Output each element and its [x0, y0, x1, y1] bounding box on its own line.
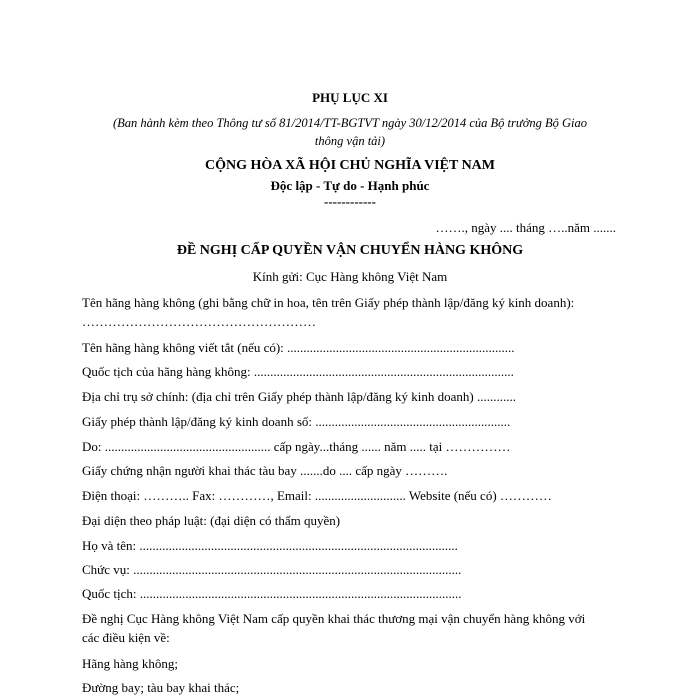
field-position: Chức vụ: .....................................................................................................: [82, 562, 462, 577]
field-airline-name: Tên hãng hàng không (ghi bằng chữ in hoa, tên trên Giấy phép thành lập/đăng ký kinh doanh):: [82, 295, 575, 310]
document-title: ĐỀ NGHỊ CẤP QUYỀN VẬN CHUYỂN HÀNG KHÔNG: [176, 243, 524, 258]
date-line: ……., ngày .... tháng …..năm .......: [435, 220, 616, 235]
country-name: CỘNG HÒA XÃ HỘI CHỦ NGHĨA VIỆT NAM: [204, 158, 495, 173]
field-head-office: Địa chỉ trụ sở chính: (địa chỉ trên Giấy phép thành lập/đăng ký kinh doanh) ............: [82, 389, 516, 404]
issued-note-line1: (Ban hành kèm theo Thông tư số 81/2014/TT-BGTVT ngày 30/12/2014 của Bộ trưởng Bộ Giao: [113, 116, 587, 130]
field-aoc: Giấy chứng nhận người khai thác tàu bay .......do .... cấp ngày ……….: [82, 463, 448, 478]
field-short-name: Tên hãng hàng không viết tắt (nếu có): ......................................................................: [82, 340, 515, 355]
field-contact: Điện thoại: ……….. Fax: …………, Email: ............................ Website (nếu có) …………: [82, 488, 552, 503]
request-item-airline: Hãng hàng không;: [82, 656, 179, 671]
national-motto: Độc lập - Tự do - Hạnh phúc: [270, 178, 430, 193]
field-legal-representative: Đại diện theo pháp luật: (đại diện có thẩm quyền): [82, 513, 341, 528]
recipient-line: Kính gửi: Cục Hàng không Việt Nam: [252, 269, 448, 284]
field-issued-by: Do: ................................................... cấp ngày...tháng ...... năm ..... tại ……………: [82, 439, 511, 454]
request-item-route: Đường bay; tàu bay khai thác;: [82, 680, 240, 695]
field-full-name: Họ và tên: ..................................................................................................: [82, 538, 458, 553]
field-rep-nationality: Quốc tịch: ...................................................................................................: [82, 586, 462, 601]
field-airline-name-dots: ………………………………………………: [82, 314, 316, 329]
issued-note-line2: thông vận tải): [314, 134, 386, 148]
header-divider: ------------: [324, 194, 376, 209]
request-line2: các điều kiện về:: [82, 630, 170, 645]
field-license-number: Giấy phép thành lập/đăng ký kinh doanh số: ............................................................: [82, 414, 511, 429]
request-line1: Đề nghị Cục Hàng không Việt Nam cấp quyền khai thác thương mại vận chuyển hàng không với: [82, 611, 586, 626]
field-nationality: Quốc tịch của hãng hàng không: ................................................................................: [82, 364, 514, 379]
appendix-title: PHỤ LỤC XI: [312, 90, 388, 105]
